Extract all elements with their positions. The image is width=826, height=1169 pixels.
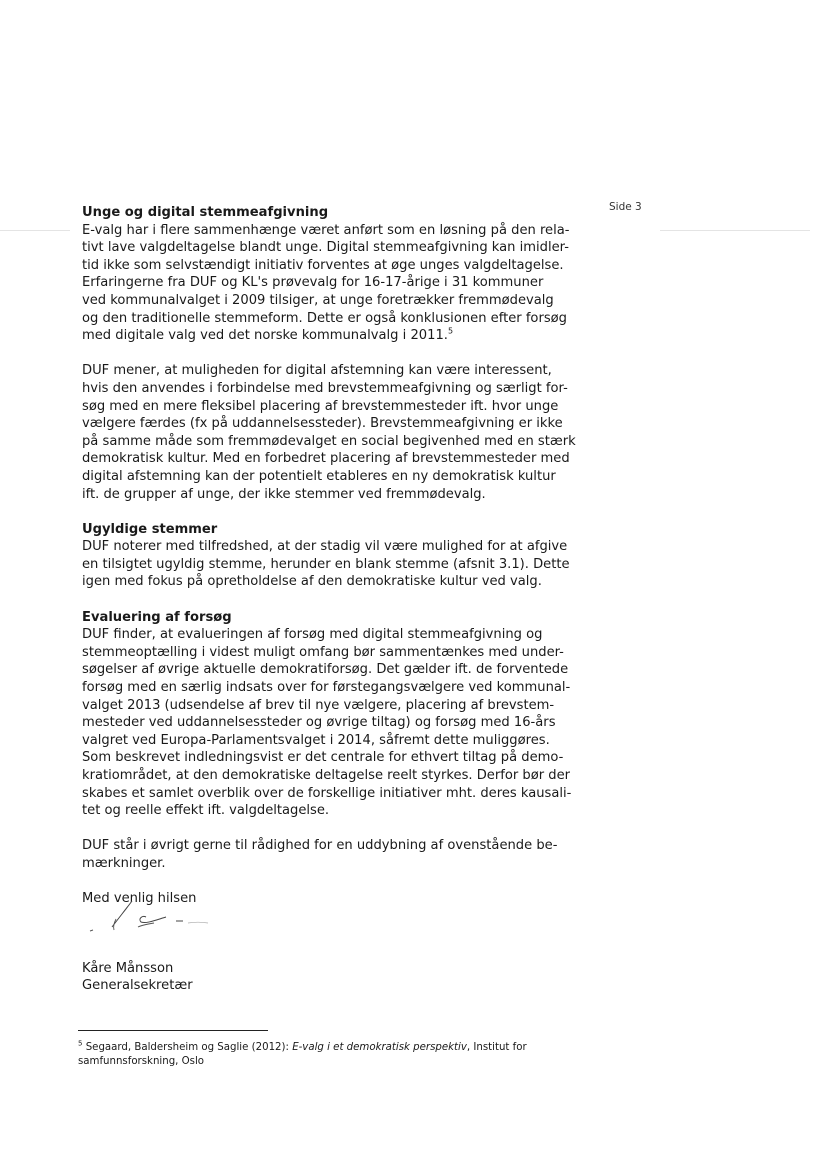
body-line: DUF finder, at evalueringen af forsøg med digital stemmeafgivning og	[82, 627, 543, 643]
body-line: igen med fokus på opretholdelse af den demokratiske kultur ved valg.	[82, 574, 542, 590]
body-line: vælgere færdes (fx på uddannelsessteder). Brevstemmeafgivning er ikke	[82, 416, 563, 432]
footnote-line-1	[78, 1041, 598, 1055]
body-line: søg med en mere fleksibel placering af brevstemmesteder ift. hvor unge	[82, 398, 559, 414]
body-line: skabes et samlet overblik over de forskellige initiativer mht. deres kausali-	[82, 785, 572, 801]
body-line: mesteder ved uddannelsessteder og øvrige tiltag) og forsøg med 16-års	[82, 715, 556, 731]
body-line-with-footnote	[82, 327, 602, 345]
body-line: hvis den anvendes i forbindelse med brevstemmeafgivning og særligt for-	[82, 380, 568, 396]
body-line: stemmeoptælling i videst muligt omfang bør sammentænkes med under-	[82, 644, 564, 660]
heading-evaluation: Evaluering af forsøg	[82, 609, 232, 625]
greeting: Med venlig hilsen	[82, 891, 197, 907]
signatory-title: Generalsekretær	[82, 978, 193, 994]
footnote	[78, 1041, 598, 1069]
heading-invalid-votes: Ugyldige stemmer	[82, 521, 218, 537]
body-line: Erfaringerne fra DUF og KL's prøvevalg for 16-17-årige i 31 kommuner	[82, 275, 544, 291]
body-line: valget 2013 (udsendelse af brev til nye vælgere, placering af brevstem-	[82, 697, 555, 713]
body-line: søgelser af øvrige aktuelle demokratiforsøg. Det gælder ift. de forventede	[82, 662, 569, 678]
body-line: Som beskrevet indledningsvist er det centrale for ethvert tiltag på demo-	[82, 750, 564, 766]
footnote-line-2: samfunnsforskning, Oslo	[78, 1056, 205, 1067]
footnote-separator	[78, 1030, 268, 1031]
body-line: kratiområdet, at den demokratiske deltagelse reelt styrkes. Derfor bør der	[82, 768, 571, 783]
footnote-title: E-valg i et demokratisk perspektiv	[292, 1042, 467, 1053]
footnote-text: , Institut for	[466, 1042, 527, 1053]
body-line: ved kommunalvalget i 2009 tilsiger, at unge foretrækker fremmødevalg	[82, 292, 554, 308]
handwritten-signature	[84, 893, 214, 943]
body-line: E-valg har i flere sammenhænge været anført som en løsning på den rela-	[82, 222, 570, 238]
signatory-name: Kåre Månsson	[82, 960, 174, 976]
footnote-text: Segaard, Baldersheim og Saglie (2012):	[82, 1042, 293, 1053]
body-line: demokratisk kultur. Med en forbedret placering af brevstemmesteder med	[82, 451, 570, 467]
body-line: mærkninger.	[82, 855, 166, 871]
body-line: tid ikke som selvstændigt initiativ forventes at øge unges valgdeltagelse.	[82, 257, 564, 273]
page-number: Side 3	[609, 201, 642, 213]
footnote-number: 5	[78, 1039, 83, 1048]
letter-body	[82, 204, 602, 995]
body-line: DUF står i øvrigt gerne til rådighed for en uddybning af ovenstående be-	[82, 838, 558, 854]
body-line: tet og reelle effekt ift. valgdeltagelse.	[82, 803, 330, 819]
body-line: forsøg med en særlig indsats over for førstegangsvælgere ved kommunal-	[82, 680, 571, 696]
scan-artifact-line-right	[660, 230, 810, 231]
body-line: DUF mener, at muligheden for digital afstemning kan være interessent,	[82, 363, 552, 379]
body-line-text: med digitale valg ved det norske kommunalvalg i 2011.	[82, 328, 448, 344]
scan-artifact-line-left	[0, 230, 70, 231]
body-line: digital afstemning kan der potentielt etableres en ny demokratisk kultur	[82, 468, 556, 484]
body-line: på samme måde som fremmødevalget en social begivenhed med en stærk	[82, 433, 576, 449]
footnote-reference: 5	[447, 326, 454, 336]
body-line: DUF noterer med tilfredshed, at der stadig vil være mulighed for at afgive	[82, 539, 568, 555]
body-line: en tilsigtet ugyldig stemme, herunder en blank stemme (afsnit 3.1). Dette	[82, 556, 570, 572]
body-line: ift. de grupper af unge, der ikke stemmer ved fremmødevalg.	[82, 486, 486, 502]
body-line: valgret ved Europa-Parlamentsvalget i 2014, såfremt dette muliggøres.	[82, 732, 550, 748]
body-line: tivt lave valgdeltagelse blandt unge. Digital stemmeafgivning kan imidler-	[82, 240, 569, 256]
heading-youth-digital-voting: Unge og digital stemmeafgivning	[82, 205, 329, 220]
body-line: og den traditionelle stemmeform. Dette er også konklusionen efter forsøg	[82, 310, 567, 326]
